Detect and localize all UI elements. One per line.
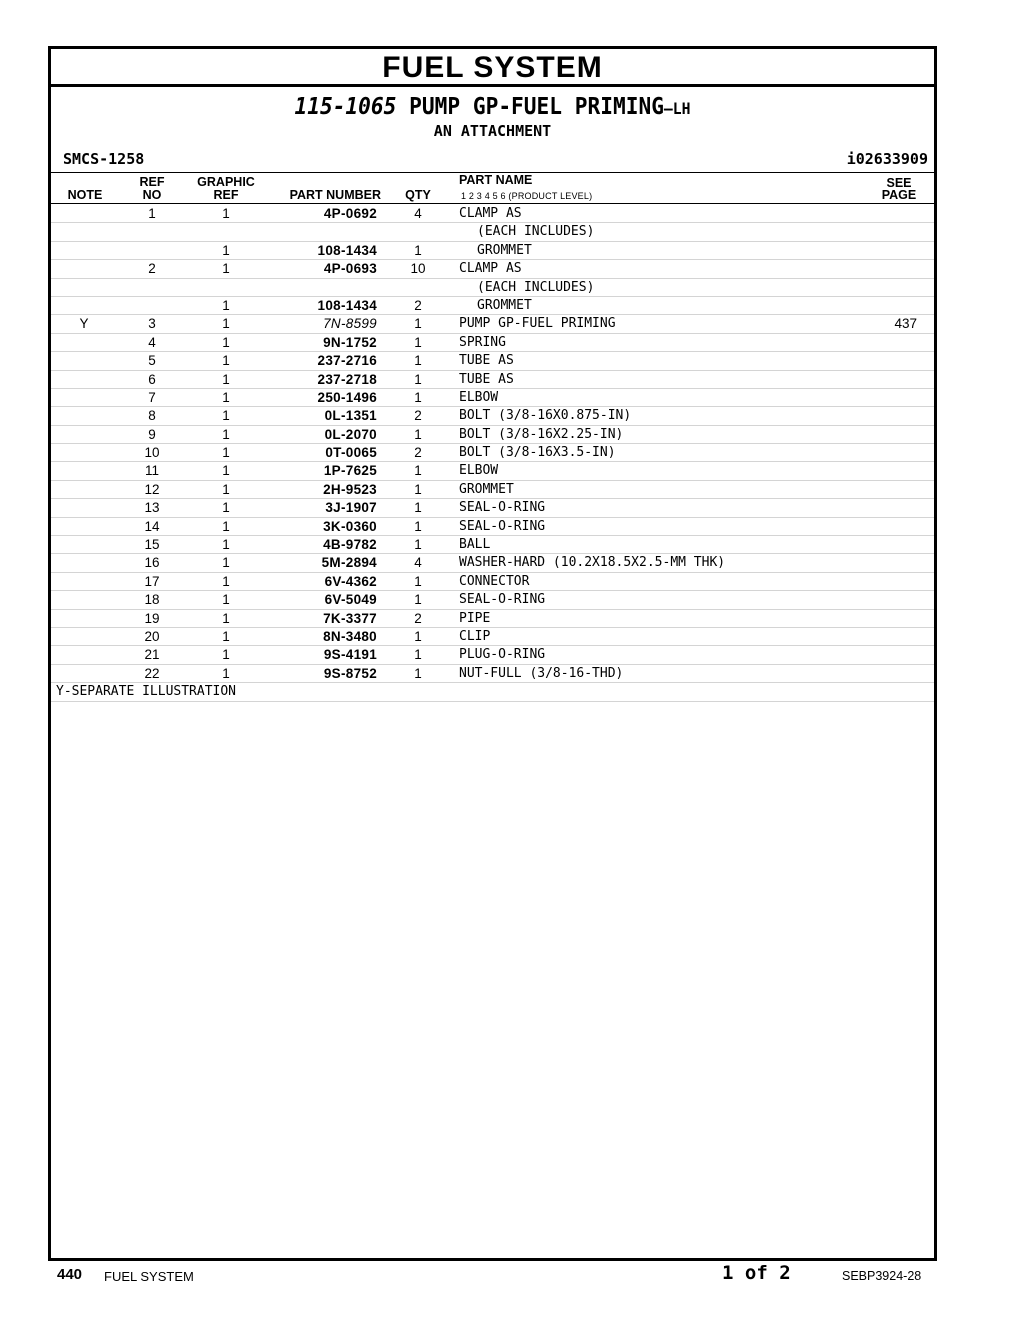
- row-qty: 1: [414, 500, 422, 516]
- row-part-name: BALL: [459, 537, 491, 553]
- row-graphic-ref: 1: [222, 610, 230, 626]
- footer-page-number: 440: [57, 1266, 83, 1283]
- table-row: [51, 481, 934, 499]
- row-qty: 1: [414, 389, 422, 405]
- row-part-name: TUBE AS: [459, 371, 514, 387]
- row-part-name: BOLT (3/8-16X0.875-IN): [459, 408, 632, 424]
- row-ref-no: 17: [144, 573, 160, 589]
- row-ref-no: 15: [144, 537, 160, 553]
- row-qty: 1: [414, 371, 422, 387]
- row-part-name: BOLT (3/8-16X3.5-IN): [459, 445, 616, 461]
- table-row: [51, 499, 934, 517]
- table-header: [51, 173, 934, 203]
- row-qty: 2: [414, 610, 422, 626]
- row-see-page: 437: [894, 316, 917, 332]
- table-row: [51, 223, 934, 241]
- row-part-name: GROMMET: [477, 242, 532, 258]
- row-qty: 1: [414, 573, 422, 589]
- row-ref-no: 4: [148, 334, 156, 350]
- row-part-number: 3J-1907: [325, 500, 377, 516]
- row-part-number: 7K-3377: [323, 610, 377, 626]
- row-part-name: PLUG-O-RING: [459, 647, 546, 663]
- row-qty: 1: [414, 647, 422, 663]
- row-part-number: 108-1434: [317, 242, 377, 258]
- row-ref-no: 1: [148, 206, 156, 221]
- header-product-levels: 1 2 3 4 5 6 (PRODUCT LEVEL): [461, 191, 593, 201]
- row-part-name: SEAL-O-RING: [459, 592, 546, 608]
- row-qty: 1: [414, 628, 422, 644]
- row-ref-no: 12: [144, 481, 160, 497]
- row-graphic-ref: 1: [222, 628, 230, 644]
- row-part-name: SEAL-O-RING: [459, 518, 546, 534]
- row-qty: 2: [414, 297, 422, 313]
- row-ref-no: 20: [144, 628, 160, 644]
- table-row: [51, 665, 934, 683]
- row-graphic-ref: 1: [222, 445, 230, 461]
- row-part-name: ELBOW: [459, 463, 499, 479]
- table-row: [51, 518, 934, 536]
- row-ref-no: 11: [144, 463, 159, 479]
- table-row: [51, 260, 934, 278]
- row-graphic-ref: 1: [222, 665, 230, 681]
- row-graphic-ref: 1: [222, 316, 230, 332]
- row-part-number: 0T-0065: [325, 445, 377, 461]
- table-row: [51, 462, 934, 480]
- row-qty: 4: [414, 555, 422, 571]
- row-part-number: 0L-2070: [324, 426, 377, 442]
- row-graphic-ref: 1: [222, 537, 230, 553]
- row-part-number: 6V-4362: [324, 573, 377, 589]
- group-suffix: —LH: [663, 99, 691, 118]
- row-part-number: 3K-0360: [323, 518, 377, 534]
- row-qty: 10: [410, 261, 426, 277]
- table-row: [51, 242, 934, 260]
- row-part-number: 9S-4191: [323, 647, 377, 663]
- header-part-name: PART NAME: [459, 173, 533, 187]
- row-qty: 1: [414, 665, 422, 681]
- group-subtitle: AN ATTACHMENT: [433, 122, 552, 140]
- row-part-number: 237-2716: [317, 353, 377, 369]
- table-row: [51, 389, 934, 407]
- row-part-number: 2H-9523: [323, 481, 377, 497]
- row-part-name: ELBOW: [459, 389, 499, 405]
- row-ref-no: 6: [148, 371, 156, 387]
- row-graphic-ref: 1: [222, 389, 230, 405]
- row-part-name: GROMMET: [459, 481, 514, 497]
- table-row: [51, 573, 934, 591]
- row-ref-no: 19: [144, 610, 160, 626]
- row-part-number: 4P-0693: [323, 261, 377, 277]
- row-part-name: GROMMET: [477, 297, 532, 313]
- row-graphic-ref: 1: [222, 261, 230, 277]
- row-note: Y: [79, 316, 89, 332]
- row-part-number: 8N-3480: [323, 628, 377, 644]
- footer-section: FUEL SYSTEM: [104, 1269, 194, 1284]
- parts-list-frame: [48, 46, 937, 1261]
- header-bottom-rule: [51, 203, 934, 204]
- row-part-name: WASHER-HARD (10.2X18.5X2.5-MM THK): [459, 555, 726, 571]
- row-qty: 4: [414, 206, 422, 221]
- table-row: [51, 407, 934, 425]
- header-note: NOTE: [67, 188, 103, 202]
- header-graphic-ref-2: REF: [213, 188, 239, 202]
- row-ref-no: 13: [144, 500, 160, 516]
- row-ref-no: 8: [148, 408, 156, 424]
- row-qty: 1: [414, 463, 422, 479]
- row-part-number: 6V-5049: [324, 592, 377, 608]
- row-part-name: CLIP: [459, 628, 491, 644]
- row-ref-no: 10: [144, 445, 160, 461]
- row-part-number: 4P-0692: [323, 206, 377, 221]
- row-qty: 1: [414, 242, 422, 258]
- row-qty: 1: [414, 537, 422, 553]
- row-part-name: PUMP GP-FUEL PRIMING: [459, 316, 616, 332]
- row-part-name: (EACH INCLUDES): [477, 224, 595, 240]
- row-graphic-ref: 1: [222, 463, 230, 479]
- table-row: [51, 444, 934, 462]
- table-row: [51, 205, 934, 223]
- header-ref-2: NO: [142, 188, 162, 202]
- group-number: 115-1065: [294, 94, 397, 120]
- row-graphic-ref: 1: [222, 426, 230, 442]
- table-row: [51, 646, 934, 664]
- row-part-name: NUT-FULL (3/8-16-THD): [459, 665, 624, 681]
- row-ref-no: 2: [148, 261, 156, 277]
- row-graphic-ref: 1: [222, 206, 230, 221]
- table-row: [51, 591, 934, 609]
- table-row: [51, 554, 934, 572]
- row-graphic-ref: 1: [222, 334, 230, 350]
- footer-doc-id: SEBP3924-28: [842, 1269, 922, 1283]
- row-qty: 1: [414, 481, 422, 497]
- row-graphic-ref: 1: [222, 592, 230, 608]
- header-ref-1: REF: [139, 175, 165, 189]
- row-part-name: PIPE: [459, 610, 491, 626]
- row-qty: 1: [414, 518, 422, 534]
- row-ref-no: 18: [144, 592, 160, 608]
- footer-page-of: 1 of 2: [722, 1262, 791, 1284]
- row-graphic-ref: 1: [222, 297, 230, 313]
- row-ref-no: 22: [144, 665, 160, 681]
- row-ref-no: 21: [144, 647, 160, 663]
- row-part-number: 4B-9782: [323, 537, 377, 553]
- header-see-page-2: PAGE: [881, 188, 917, 202]
- table-row: [51, 426, 934, 444]
- table-row: [51, 334, 934, 352]
- row-qty: 1: [414, 426, 422, 442]
- row-qty: 2: [414, 408, 422, 424]
- row-ref-no: 3: [148, 316, 156, 332]
- table-row: [51, 352, 934, 370]
- table-row: [51, 315, 934, 333]
- row-graphic-ref: 1: [222, 647, 230, 663]
- footnote: Y-SEPARATE ILLUSTRATION: [51, 683, 934, 701]
- row-graphic-ref: 1: [222, 408, 230, 424]
- row-part-name: TUBE AS: [459, 353, 514, 369]
- row-qty: 2: [414, 445, 422, 461]
- row-ref-no: 7: [148, 389, 156, 405]
- row-part-name: CLAMP AS: [459, 261, 522, 277]
- row-part-number: 9S-8752: [323, 665, 377, 681]
- row-graphic-ref: 1: [222, 518, 230, 534]
- row-part-number: 0L-1351: [324, 408, 377, 424]
- row-graphic-ref: 1: [222, 555, 230, 571]
- row-qty: 1: [414, 592, 422, 608]
- row-graphic-ref: 1: [222, 573, 230, 589]
- row-part-name: SEAL-O-RING: [459, 500, 546, 516]
- row-ref-no: 16: [144, 555, 160, 571]
- header-part-number: PART NUMBER: [289, 188, 381, 202]
- parts-table-body: [51, 205, 934, 702]
- table-row: [51, 610, 934, 628]
- group-title: [86, 92, 898, 124]
- row-ref-no: 5: [148, 353, 156, 369]
- row-part-number: 7N-8599: [323, 316, 377, 332]
- table-row: [51, 628, 934, 646]
- table-row: [51, 297, 934, 315]
- row-graphic-ref: 1: [222, 481, 230, 497]
- row-part-name: BOLT (3/8-16X2.25-IN): [459, 426, 624, 442]
- row-part-name: CLAMP AS: [459, 206, 522, 221]
- row-qty: 1: [414, 353, 422, 369]
- header-qty: QTY: [405, 188, 431, 202]
- row-part-name: (EACH INCLUDES): [477, 279, 595, 295]
- row-qty: 1: [414, 316, 422, 332]
- table-row: [51, 279, 934, 297]
- header-graphic-ref-1: GRAPHIC: [197, 175, 255, 189]
- table-row: [51, 536, 934, 554]
- section-title: FUEL SYSTEM: [51, 49, 934, 87]
- row-ref-no: 14: [144, 518, 160, 534]
- row-part-number: 108-1434: [317, 297, 377, 313]
- row-graphic-ref: 1: [222, 353, 230, 369]
- row-part-name: SPRING: [459, 334, 506, 350]
- row-part-number: 9N-1752: [323, 334, 377, 350]
- row-graphic-ref: 1: [222, 500, 230, 516]
- row-part-number: 1P-7625: [323, 463, 377, 479]
- row-part-number: 237-2718: [317, 371, 377, 387]
- row-ref-no: 9: [148, 426, 156, 442]
- row-graphic-ref: 1: [222, 371, 230, 387]
- row-qty: 1: [414, 334, 422, 350]
- header-see-page-1: SEE: [886, 176, 912, 190]
- row-graphic-ref: 1: [222, 242, 230, 258]
- illustration-id: i02633909: [846, 150, 928, 168]
- row-part-number: 250-1496: [317, 389, 377, 405]
- row-part-number: 5M-2894: [321, 555, 377, 571]
- group-name: PUMP GP-FUEL PRIMING: [409, 94, 664, 120]
- page-footer: [0, 1262, 1020, 1288]
- smcs-code: SMCS-1258: [63, 150, 145, 168]
- row-part-name: CONNECTOR: [459, 573, 530, 589]
- table-row: [51, 371, 934, 389]
